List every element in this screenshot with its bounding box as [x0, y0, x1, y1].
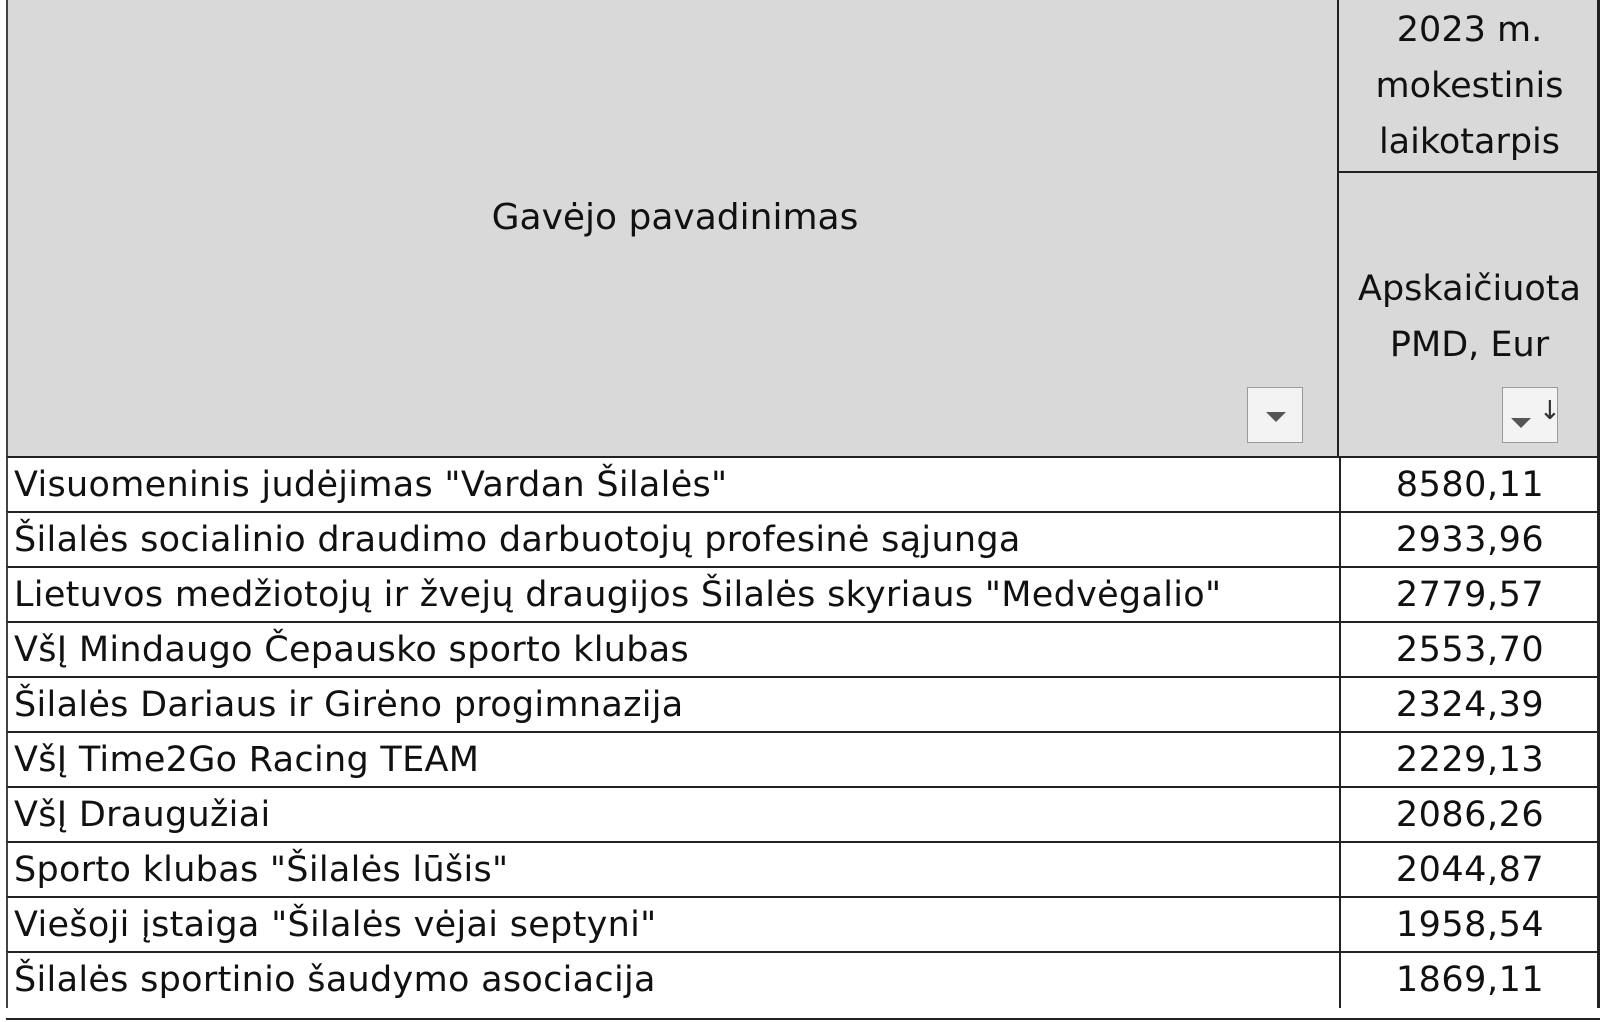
- recipient-name-cell[interactable]: VšĮ Time2Go Racing TEAM: [14, 740, 480, 780]
- header-tax-period-label: 2023 m. mokestinis laikotarpis: [1375, 10, 1564, 162]
- table-bottom-border: [6, 1018, 1600, 1020]
- header-recipient-name: [6, 0, 1340, 456]
- amount-cell[interactable]: 2553,70: [1395, 630, 1545, 670]
- table-row[interactable]: [6, 621, 1600, 678]
- amount-cell[interactable]: 2324,39: [1395, 685, 1545, 725]
- recipient-name-cell[interactable]: Viešoji įstaiga "Šilalės vėjai septyni": [14, 905, 657, 945]
- recipient-name-cell[interactable]: Šilalės sportinio šaudymo asociacija: [14, 960, 656, 1000]
- recipient-name-cell[interactable]: VšĮ Draugužiai: [14, 795, 271, 835]
- recipient-name-cell[interactable]: Lietuvos medžiotojų ir žvejų draugijos Šilalės skyriaus "Medvėgalio": [14, 575, 1222, 615]
- table-row[interactable]: [6, 951, 1600, 1008]
- header-tax-period: [1339, 0, 1600, 173]
- table-row[interactable]: [6, 566, 1600, 623]
- table-row[interactable]: [6, 511, 1600, 568]
- table-row[interactable]: [6, 841, 1600, 898]
- amount-cell[interactable]: 2779,57: [1395, 575, 1545, 615]
- recipient-name-cell[interactable]: Šilalės socialinio draudimo darbuotojų profesinė sąjunga: [14, 520, 1021, 560]
- table-row[interactable]: [6, 456, 1600, 513]
- sort-descending-icon: ↓: [1539, 396, 1561, 426]
- recipient-name-cell[interactable]: Sporto klubas "Šilalės lūšis": [14, 850, 509, 890]
- recipient-name-cell[interactable]: Šilalės Dariaus ir Girėno progimnazija: [14, 685, 684, 725]
- amount-sort-filter-button[interactable]: [1502, 387, 1561, 443]
- header-recipient-name-label: Gavėjo pavadinimas: [491, 197, 859, 238]
- amount-cell[interactable]: 8580,11: [1395, 465, 1545, 505]
- amount-cell[interactable]: 1958,54: [1395, 905, 1545, 945]
- table-row[interactable]: [6, 731, 1600, 788]
- header-calculated-pmd-label: Apskaičiuota PMD, Eur: [1358, 269, 1581, 365]
- filter-dropdown-icon: [1511, 418, 1531, 428]
- table-row[interactable]: [6, 896, 1600, 953]
- amount-cell[interactable]: 1869,11: [1395, 960, 1545, 1000]
- filter-dropdown-icon: [1266, 412, 1286, 422]
- name-filter-button[interactable]: [1247, 387, 1303, 443]
- amount-cell[interactable]: 2229,13: [1395, 740, 1545, 780]
- amount-cell[interactable]: 2933,96: [1395, 520, 1545, 560]
- amount-cell[interactable]: 2086,26: [1395, 795, 1545, 835]
- amount-cell[interactable]: 2044,87: [1395, 850, 1545, 890]
- recipient-name-cell[interactable]: VšĮ Mindaugo Čepausko sporto klubas: [14, 630, 690, 670]
- header-calculated-pmd: [1339, 173, 1600, 456]
- recipient-name-cell[interactable]: Visuomeninis judėjimas "Vardan Šilalės": [14, 465, 728, 505]
- table-row[interactable]: [6, 786, 1600, 843]
- table-row[interactable]: [6, 676, 1600, 733]
